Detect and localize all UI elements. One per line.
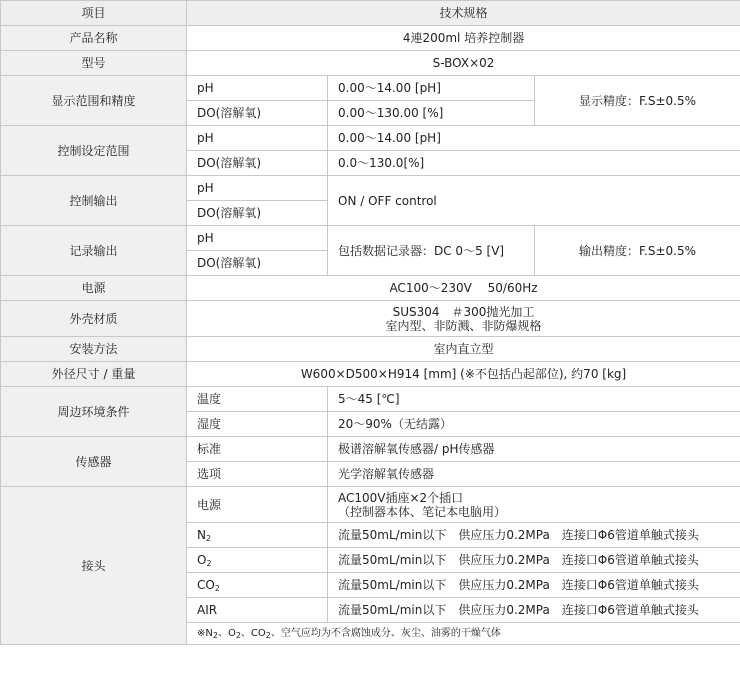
- display-accuracy: 显示精度：F.S±0.5%: [535, 76, 740, 126]
- n2-sub: 2: [205, 534, 212, 543]
- name-value: 4連200ml 培养控制器: [187, 26, 740, 51]
- note-sub: 2: [265, 630, 271, 640]
- record-output-label: 记录输出: [1, 226, 187, 276]
- connector-n2-label: [187, 523, 328, 548]
- sensor-std-value: 极谱溶解氧传感器/ pH传感器: [328, 437, 740, 462]
- table-row-control-range-ph: [1, 126, 740, 151]
- note-sub: 2: [212, 630, 218, 640]
- power-value: AC100～230V 50/60Hz: [187, 276, 740, 301]
- connector-n2-value: 流量50mL/min以下 供应压力0.2MPa 连接口Φ6管道单触式接头: [328, 523, 740, 548]
- sensor-opt-value: 光学溶解氧传感器: [328, 462, 740, 487]
- table-row-model: [1, 51, 740, 76]
- co2-base: CO: [197, 578, 215, 592]
- connector-air-label: AIR: [187, 598, 328, 623]
- install-value: 室内直立型: [187, 337, 740, 362]
- table-row-record-output-ph: [1, 226, 740, 251]
- control-range-do-label: DO(溶解氧): [187, 151, 328, 176]
- sensor-std-label: 标准: [187, 437, 328, 462]
- co2-sub: 2: [214, 584, 220, 593]
- display-do-label: DO(溶解氧): [187, 101, 328, 126]
- sensor-opt-label: 选项: [187, 462, 328, 487]
- record-output-accuracy: 输出精度：F.S±0.5%: [535, 226, 740, 276]
- table-row-housing: [1, 301, 740, 337]
- power-label: 电源: [1, 276, 187, 301]
- connector-power-line2: （控制器本体、笔记本电脑用）: [338, 504, 507, 519]
- control-output-label: 控制输出: [1, 176, 187, 226]
- table-row-connector-power: [1, 487, 740, 523]
- n2-base: N: [197, 528, 206, 542]
- connector-co2-label: [187, 573, 328, 598]
- housing-line1: SUS304 ＃300抛光加工: [392, 304, 535, 319]
- display-do-value: 0.00～130.00 [%]: [328, 101, 535, 126]
- connector-o2-value: 流量50mL/min以下 供应压力0.2MPa 连接口Φ6管道单触式接头: [328, 548, 740, 573]
- connector-power-value: [328, 487, 740, 523]
- connector-label: 接头: [1, 487, 187, 645]
- control-range-ph-label: pH: [187, 126, 328, 151]
- o2-base: O: [197, 553, 207, 567]
- table-row-install: [1, 337, 740, 362]
- table-row-sensor-std: [1, 437, 740, 462]
- display-ph-label: pH: [187, 76, 328, 101]
- housing-line2: 室内型、非防溅、非防爆规格: [385, 318, 542, 333]
- model-value: S-BOX×02: [187, 51, 740, 76]
- table-row-control-output-ph: [1, 176, 740, 201]
- control-output-value: ON / OFF control: [328, 176, 740, 226]
- env-humid-label: 湿度: [187, 412, 328, 437]
- display-label: 显示范围和精度: [1, 76, 187, 126]
- record-output-value: 包括数据记录器：DC 0～5 [V]: [328, 226, 535, 276]
- note-sub: 2: [235, 630, 241, 640]
- env-humid-value: 20～90%（无结露）: [328, 412, 740, 437]
- table-row-power: [1, 276, 740, 301]
- connector-co2-value: 流量50mL/min以下 供应压力0.2MPa 连接口Φ6管道单触式接头: [328, 573, 740, 598]
- control-range-ph-value: 0.00～14.00 [pH]: [328, 126, 740, 151]
- table-row-dimensions: [1, 362, 740, 387]
- housing-label: 外壳材质: [1, 301, 187, 337]
- env-temp-value: 5～45 [℃]: [328, 387, 740, 412]
- connector-o2-label: [187, 548, 328, 573]
- control-output-ph-label: pH: [187, 176, 328, 201]
- connector-power-label: 电源: [187, 487, 328, 523]
- table-header-row: [1, 1, 740, 26]
- header-spec: 技术规格: [187, 1, 740, 26]
- o2-sub: 2: [206, 559, 212, 568]
- record-output-ph-label: pH: [187, 226, 328, 251]
- connector-power-line1: AC100V插座×2个插口: [338, 490, 464, 505]
- record-output-do-label: DO(溶解氧): [187, 251, 328, 276]
- connector-note: [187, 623, 740, 645]
- dimensions-label: 外径尺寸 / 重量: [1, 362, 187, 387]
- environment-label: 周边环境条件: [1, 387, 187, 437]
- sensor-label: 传感器: [1, 437, 187, 487]
- control-range-label: 控制设定范围: [1, 126, 187, 176]
- control-range-do-value: 0.0～130.0[%]: [328, 151, 740, 176]
- install-label: 安装方法: [1, 337, 187, 362]
- control-output-do-label: DO(溶解氧): [187, 201, 328, 226]
- table-row-env-temp: [1, 387, 740, 412]
- model-label: 型号: [1, 51, 187, 76]
- table-row-name: [1, 26, 740, 51]
- env-temp-label: 温度: [187, 387, 328, 412]
- note-part: 、空气应均为不含腐蚀成分、灰尘、油雾的干燥气体: [270, 627, 501, 639]
- table-row-display-ph: [1, 76, 740, 101]
- name-label: 产品名称: [1, 26, 187, 51]
- display-ph-value: 0.00～14.00 [pH]: [328, 76, 535, 101]
- housing-value: [187, 301, 740, 337]
- dimensions-value: W600×D500×H914 [mm] (※不包括凸起部位), 约70 [kg]: [187, 362, 740, 387]
- note-part: ※N: [197, 627, 213, 639]
- header-item: 项目: [1, 1, 187, 26]
- note-part: 、O: [217, 627, 236, 639]
- connector-air-value: 流量50mL/min以下 供应压力0.2MPa 连接口Φ6管道单触式接头: [328, 598, 740, 623]
- note-part: 、CO: [240, 627, 266, 639]
